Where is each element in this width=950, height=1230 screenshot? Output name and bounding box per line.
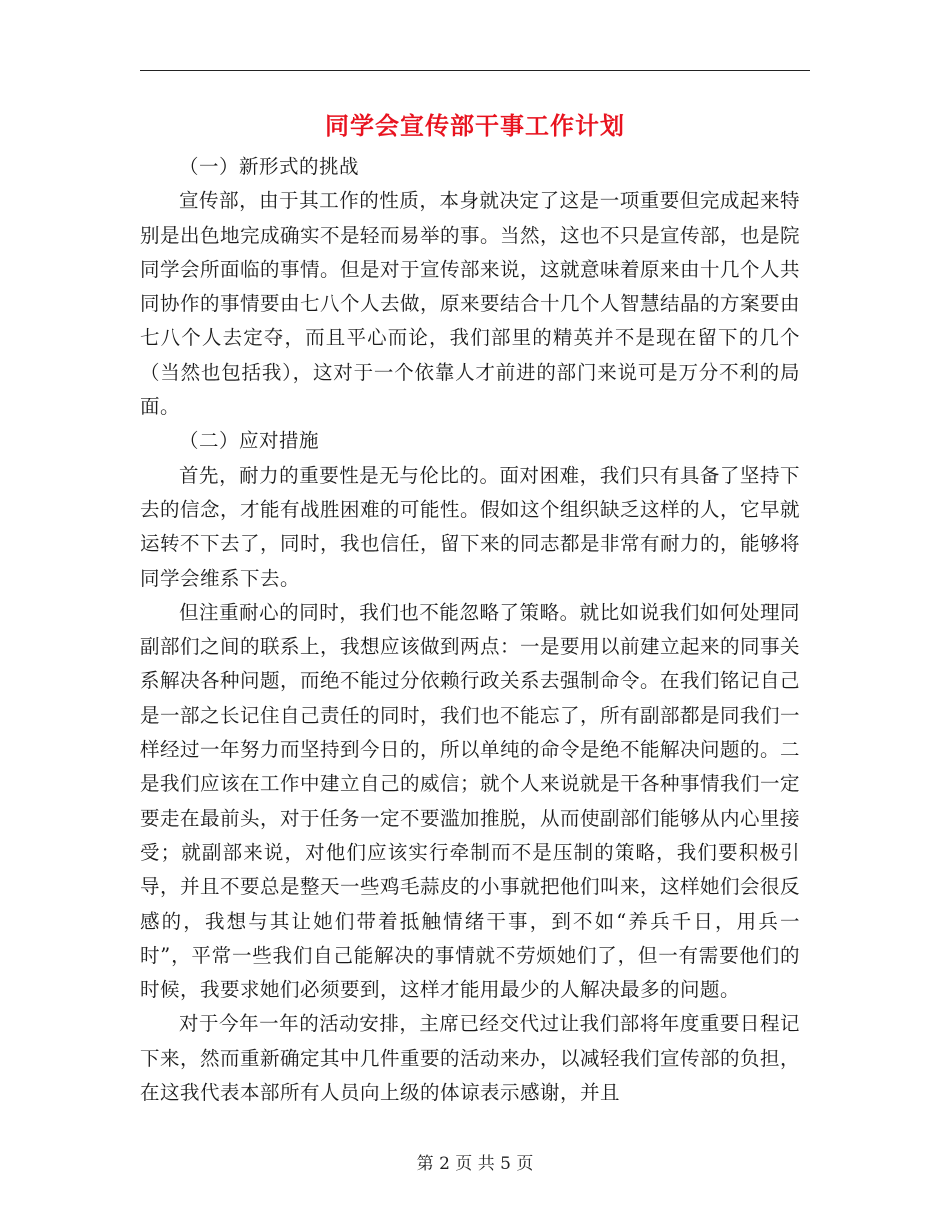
paragraph-4: 对于今年一年的活动安排，主席已经交代过让我们部将年度重要日程记下来，然而重新确定其中几件重要的活动来办，以减轻我们宣传部的负担，在这我代表本部所有人员向上级的体谅表示感谢，并且	[140, 1012, 801, 1105]
header-rule	[140, 70, 810, 71]
paragraph-3: 但注重耐心的同时，我们也不能忽略了策略。就比如说我们如何处理同副部们之间的联系上，我想应该做到两点：一是要用以前建立起来的同事关系解决各种问题，而绝不能过分依赖行政关系去强制命令。在我们铭记自己是一部之长记住自己责任的同时，我们也不能忘了，所有副部都是同我们一样经过一年努力而坚持到今日的，所以单纯的命令是绝不能解决问题的。二是我们应该在工作中建立自己的威信；就个人来说就是干各种事情我们一定要走在最前头，对于任务一定不要滥加推脱，从而使副部们能够从内心里接受；就副部来说，对他们应该实行牵制而不是压制的策略，我们要积极引导，并且不要总是整天一些鸡毛蒜皮的小事就把他们叫来，这样她们会很反感的，我想与其让她们带着抵触情绪干事，到不如“养兵千日，用兵一时”，平常一些我们自己能解决的事情就不劳烦她们了，但一有需要他们的时候，我要求她们必须要到，这样才能用最少的人解决最多的问题。	[140, 600, 801, 1002]
page-number-footer: 第 2 页 共 5 页	[416, 1154, 534, 1174]
document-body	[140, 150, 800, 1110]
section-heading-2: （二）应对措施	[179, 429, 320, 453]
paragraph-2: 首先，耐力的重要性是无与伦比的。面对困难，我们只有具备了坚持下去的信念，才能有战胜困难的可能性。假如这个组织缺乏这样的人，它早就运转不下去了，同时，我也信任，留下来的同志都是非常有耐力的，能够将同学会维系下去。	[140, 463, 801, 590]
section-heading-1: （一）新形式的挑战	[179, 155, 360, 178]
document-title: 同学会宣传部干事工作计划	[325, 111, 625, 140]
paragraph-1: 宣传部，由于其工作的性质，本身就决定了这是一项重要但完成起来特别是出色地完成确实不是轻而易举的事。当然，这也不只是宣传部，也是院同学会所面临的事情。但是对于宣传部来说，这就意味着原来由十几个人共同协作的事情要由七八个人去做，原来要结合十几个人智慧结晶的方案要由七八个人去定夺，而且平心而论，我们部里的精英并不是现在留下的几个（当然也包括我），这对于一个依靠人才前进的部门来说可是万分不利的局面。	[140, 189, 801, 419]
